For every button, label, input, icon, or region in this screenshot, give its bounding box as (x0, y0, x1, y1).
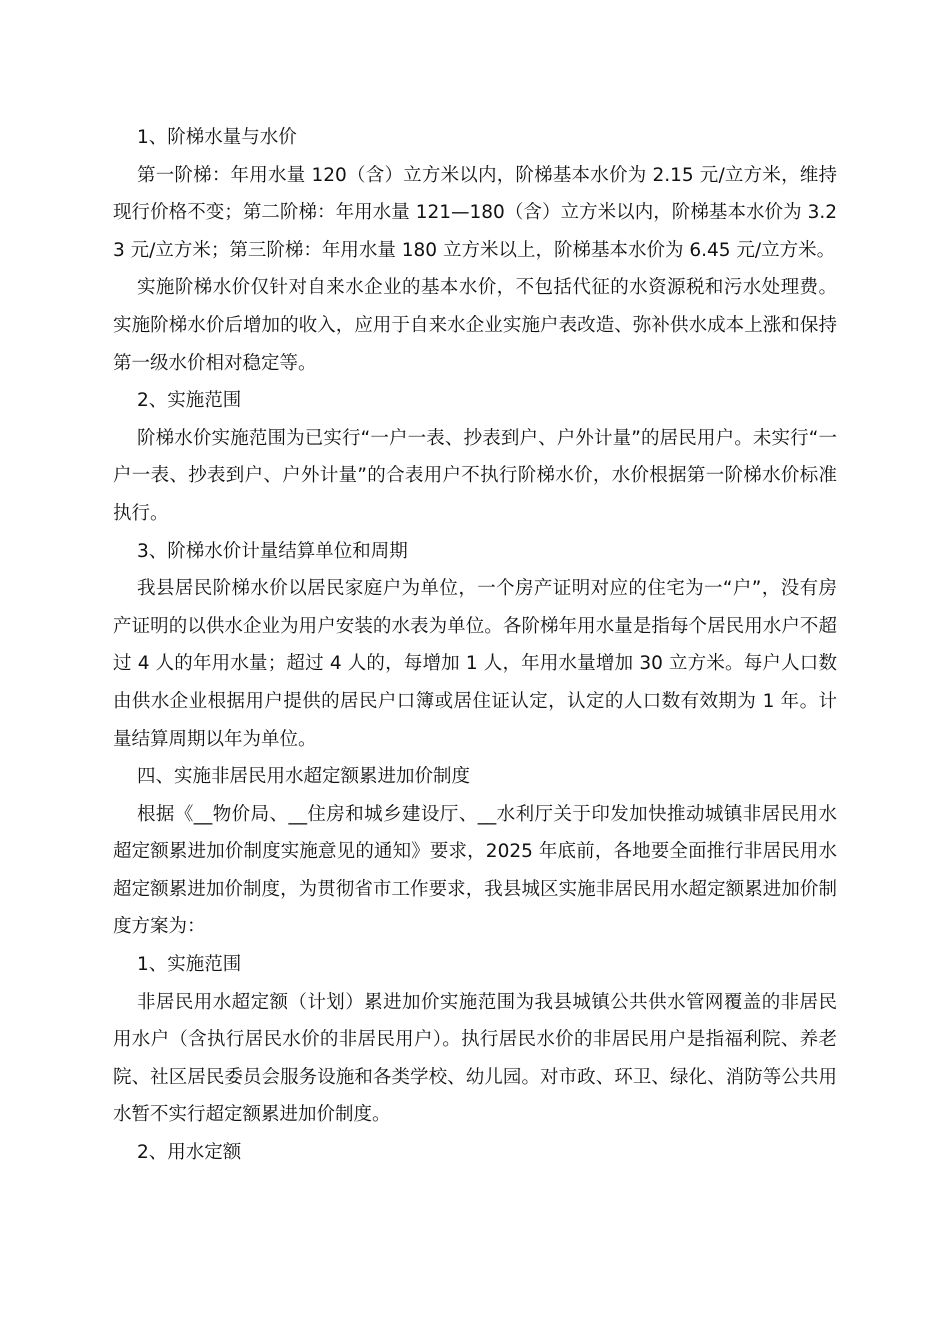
paragraph-non-resident-scope: 非居民用水超定额（计划）累进加价实施范围为我县城镇公共供水管网覆盖的非居民用水户（含执行居民水价的非居民用户）。执行居民水价的非居民用户是指福利院、养老院、社区居民委员会服务设施和各类学校、幼儿园。对市政、环卫、绿化、消防等公共用水暂不实行超定额累进加价制度。 (113, 991, 837, 1126)
paragraph-implementation-scope: 阶梯水价实施范围为已实行“一户一表、抄表到户、户外计量”的居民用户。未实行“一户一表、抄表到户、户外计量”的合表用户不执行阶梯水价，水价根据第一阶梯水价标准执行。 (113, 427, 837, 524)
paragraph-base-price-scope: 实施阶梯水价仅针对自来水企业的基本水价，不包括代征的水资源税和污水处理费。实施阶梯水价后增加的收入，应用于自来水企业实施户表改造、弥补供水成本上涨和保持第一级水价相对稳定等。 (113, 277, 837, 374)
paragraph-tier-definitions: 第一阶梯：年用水量 120（含）立方米以内，阶梯基本水价为 2.15 元/立方米，维持现行价格不变；第二阶梯：年用水量 121—180（含）立方米以内，阶梯基本水价为 3.23 元/立方米；第三阶梯：年用水量 180 立方米以上，阶梯基本水价为 6.45 元/立方米。 (113, 164, 837, 261)
paragraph-billing-unit-period: 我县居民阶梯水价以居民家庭户为单位，一个房产证明对应的住宅为一“户”，没有房产证明的以供水企业为用户安装的水表为单位。各阶梯年用水量是指每个居民用水户不超过 4 人的年用水量；超过 4 人的，每增加 1 人，年用水量增加 30 立方米。每户人口数由供水企业根据用户提供的居民户口簿或居住证认定，认定的人口数有效期为 1 年。计量结算周期以年为单位。 (113, 578, 837, 750)
heading-tier-volume-price: 1、阶梯水量与水价 (137, 127, 297, 148)
paragraph-section-four-intro: 根据《__物价局、__住房和城乡建设厅、__水利厅关于印发加快推动城镇非居民用水超定额累进加价制度实施意见的通知》要求，2025 年底前，各地要全面推行非居民用水超定额累进加价制度，为贯彻省市工作要求，我县城区实施非居民用水超定额累进加价制度方案为： (113, 803, 837, 938)
document-body (113, 119, 837, 1172)
heading-section-four: 四、实施非居民用水超定额累进加价制度 (137, 766, 471, 788)
heading-non-resident-scope: 1、实施范围 (137, 954, 242, 976)
heading-water-quota: 2、用水定额 (137, 1142, 242, 1164)
heading-implementation-scope: 2、实施范围 (137, 390, 242, 412)
heading-billing-unit-period: 3、阶梯水价计量结算单位和周期 (137, 540, 408, 562)
